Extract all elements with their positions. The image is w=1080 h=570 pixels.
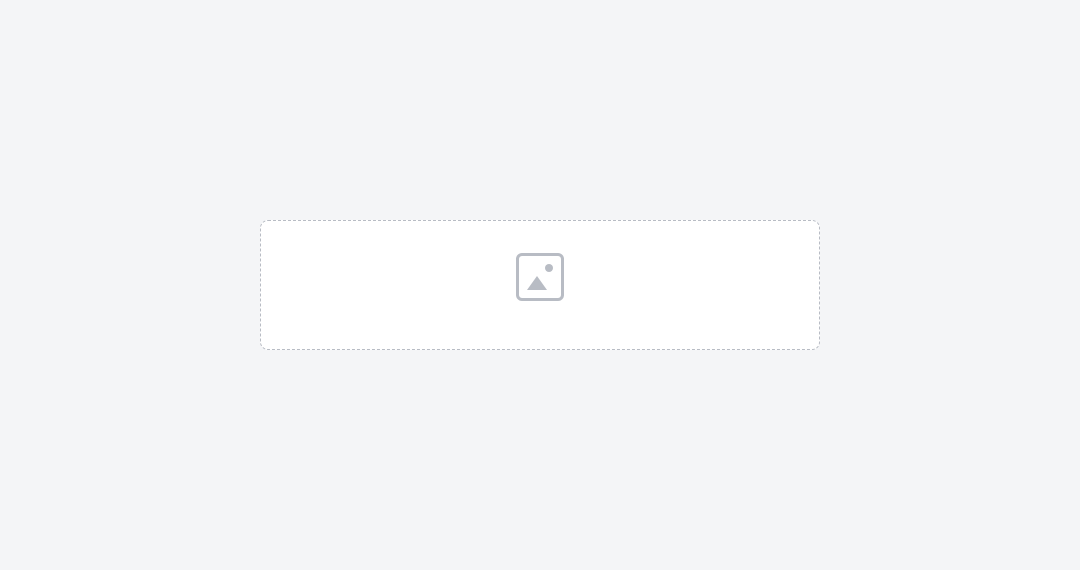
image-missing-icon: [516, 253, 564, 301]
empty-placeholder-panel: [260, 220, 820, 350]
